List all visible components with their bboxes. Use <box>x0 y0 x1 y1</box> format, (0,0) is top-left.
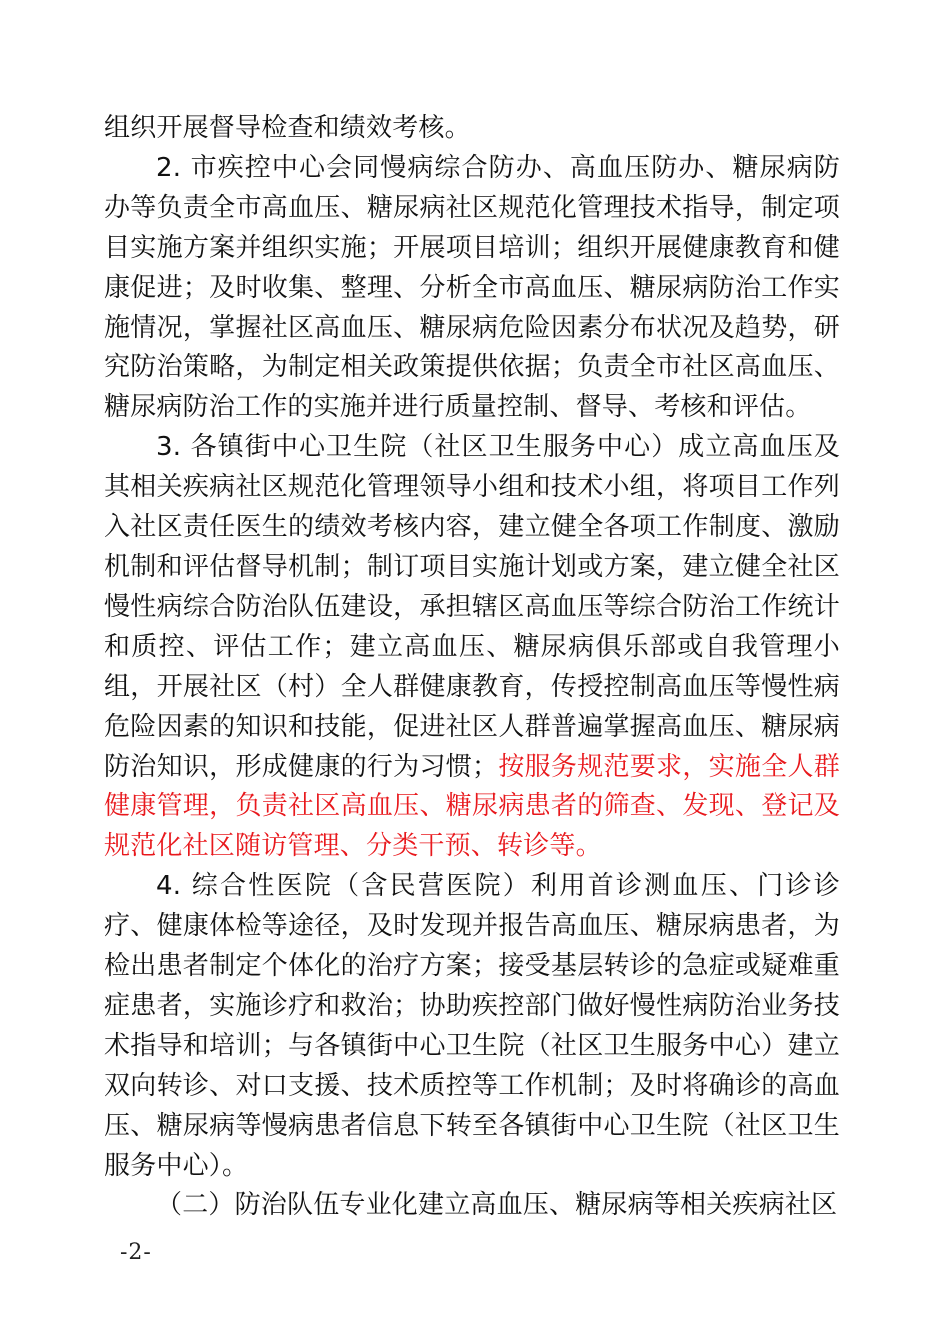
page-number: -2- <box>120 1240 152 1265</box>
section-heading-2: （二）防治队伍专业化建立高血压、糖尿病等相关疾病社区 <box>156 1190 838 1221</box>
document-body <box>104 109 840 1226</box>
paragraph-item-2: 2. 市疾控中心会同慢病综合防办、高血压防办、糖尿病防办等负责全市高血压、糖尿病社区规范化管理技术指导，制定项目实施方案并组织实施；开展项目培训；组织开展健康教育和健康促进；及时收集、整理、分析全市高血压、糖尿病防治工作实施情况，掌握社区高血压、糖尿病危险因素分布状况及趋势，研究防治策略，为制定相关政策提供依据；负责全市社区高血压、糖尿病防治工作的实施并进行质量控制、督导、考核和评估。 <box>104 152 840 423</box>
highlighted-text: 按服务规范要求，实施全人群健康管理，负责社区高血压、糖尿病患者的筛查、发现、登记及规范化社区随访管理、分类干预、转诊等。 <box>104 751 840 862</box>
paragraph-continuation: 组织开展督导检查和绩效考核。 <box>104 113 471 143</box>
paragraph-item-3 <box>104 428 840 867</box>
paragraph-item-4: 4. 综合性医院（含民营医院）利用首诊测血压、门诊诊疗、健康体检等途径，及时发现并报告高血压、糖尿病患者，为检出患者制定个体化的治疗方案；接受基层转诊的急症或疑难重症患者，实施诊疗和救治；协助疾控部门做好慢性病防治业务技术指导和培训；与各镇街中心卫生院（社区卫生服务中心）建立双向转诊、对口支援、技术质控等工作机制；及时将确诊的高血压、糖尿病等慢病患者信息下转至各镇街中心卫生院（社区卫生服务中心）。 <box>104 871 840 1181</box>
paragraph-item-3-text: 3. 各镇街中心卫生院（社区卫生服务中心）成立高血压及其相关疾病社区规范化管理领导小组和技术小组，将项目工作列入社区责任医生的绩效考核内容，建立健全各项工作制度、激励机制和评估督导机制；制订项目实施计划或方案，建立健全社区慢性病综合防治队伍建设，承担辖区高血压等综合防治工作统计和质控、评估工作；建立高血压、糖尿病俱乐部或自我管理小组，开展社区（村）全人群健康教育，传授控制高血压等慢性病危险因素的知识和技能，促进社区人群普遍掌握高血压、糖尿病防治知识，形成健康的行为习惯； <box>104 432 840 782</box>
